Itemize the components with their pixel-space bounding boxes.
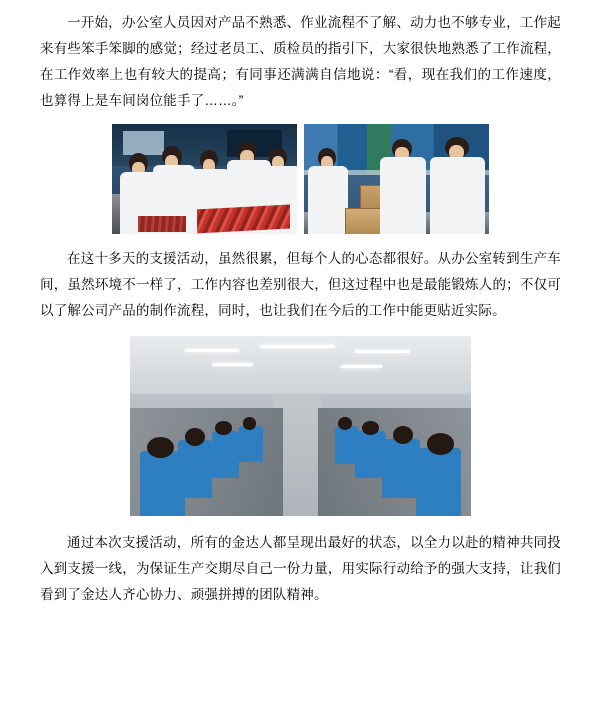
photo3-lamp-5 (341, 365, 382, 368)
photo3-worker-l4-head (243, 417, 257, 430)
photo3-worker-r1-head (427, 433, 454, 455)
photo3-worker-r4 (335, 426, 359, 464)
photo3-worker-r3 (355, 431, 386, 478)
photo3-worker-l4 (239, 426, 263, 462)
figure-row-middle (40, 336, 561, 516)
photo2-worker-2 (380, 139, 426, 234)
photo3-worker-r4-head (338, 417, 352, 430)
photo1-red-components-secondary (138, 216, 186, 231)
photo3-lamp-1 (185, 349, 240, 352)
photo3-worker-r2 (382, 439, 420, 498)
photo1-red-components (197, 204, 290, 233)
photo3-worker-l2-head (185, 428, 205, 446)
photo3-worker-r3-head (362, 421, 379, 435)
photo2-worker-3 (430, 137, 486, 234)
paragraph-3: 通过本次支援活动，所有的金达人都呈现出最好的状态，以全力以赴的精神共同投入到支援一线，为保证生产交期尽自己一份力量，用实际行动给予的强大支持，让我们看到了金达人齐心协力、顽强拼搏的团队精神。 (40, 535, 561, 602)
photo3-lamp-2 (260, 345, 335, 348)
photo-workers-packing-cartons (304, 124, 489, 234)
photo3-lamp-3 (355, 350, 410, 353)
photo3-worker-r1 (416, 448, 460, 516)
figure-row-top (40, 124, 561, 234)
photo3-worker-r2-head (393, 426, 413, 444)
paragraph-2: 在这十多天的支援活动，虽然很累，但每个人的心态都很好。从办公室转到生产车间，虽然环境不一样了，工作内容也差别很大，但这过程中也是最能锻炼人的；不仅可以了解公司产品的制作流程，同时，也让我们在今后的工作中能更贴近实际。 (40, 251, 561, 318)
photo-factory-assembly-line (130, 336, 471, 516)
photo2-worker-1 (308, 148, 349, 234)
photo3-lamp-4 (212, 363, 253, 366)
photo3-worker-l2 (178, 440, 212, 498)
photo3-worker-l3 (212, 431, 239, 478)
paragraph-1: 一开始，办公室人员因对产品不熟悉、作业流程不了解、动力也不够专业，工作起来有些笨手笨脚的感觉；经过老员工、质检员的指引下，大家很快地熟悉了工作流程，在工作效率上也有较大的提高；有同事还满满自信地说：“看，现在我们的工作速度，也算得上是车间岗位能手了……。” (40, 15, 561, 108)
photo-workers-bench-red-parts (112, 124, 297, 234)
